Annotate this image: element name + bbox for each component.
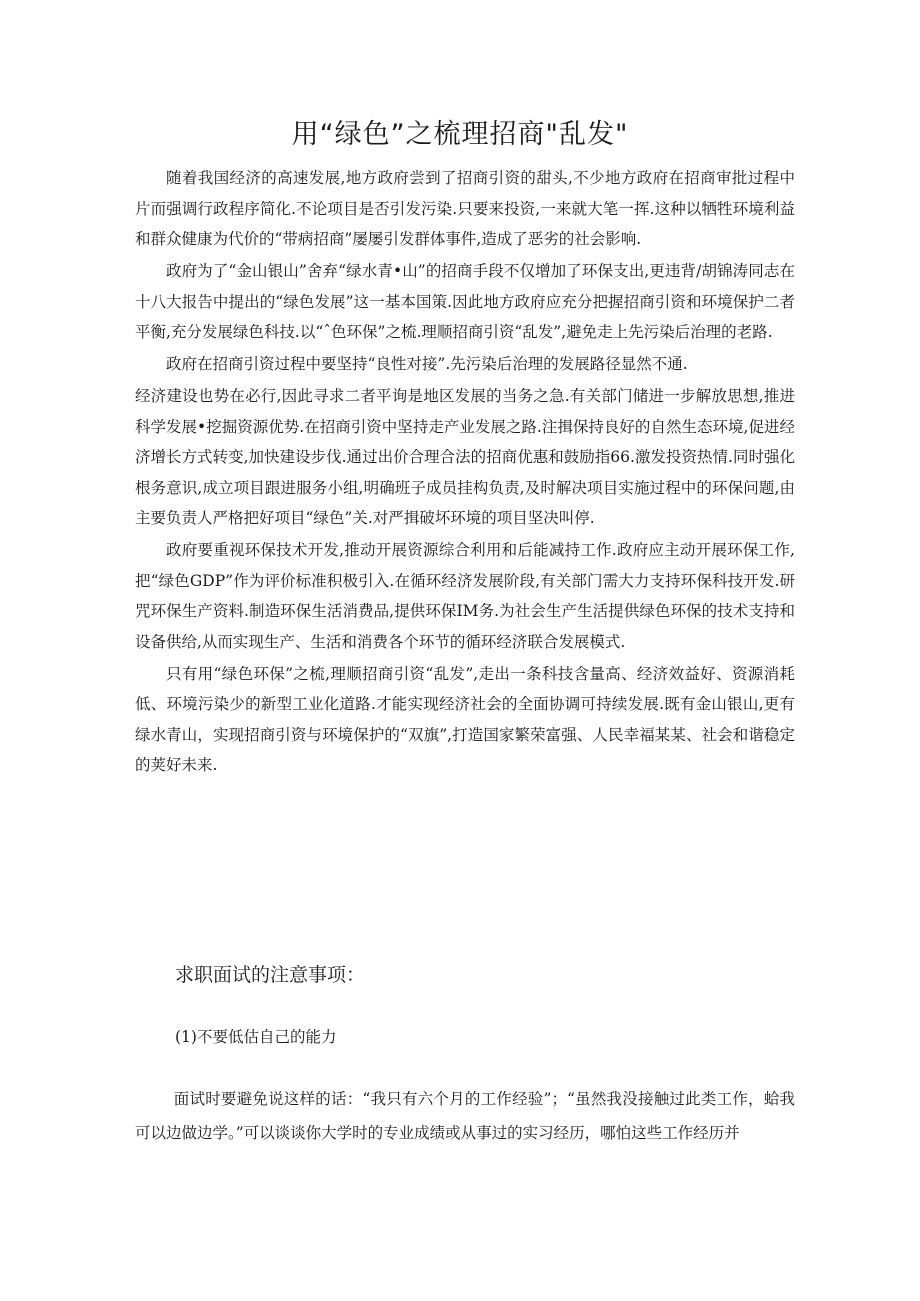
list-item-body <box>135 1082 795 1150</box>
paragraph-2: 政府为了“金山银山”舍弃“绿水青•山”的招商手段不仅增加了环保支出,更违背/胡锦涛同志在十八大报告中提出的“绿色发展”这一基本国策.因此地方政府应充分把握招商引资和环境保护二者平衡,充分发展绿色科技.以“ˆ色环保”之梳.理顺招商引资“乱发”,避免走上先污染后治理的老路. <box>135 262 795 341</box>
article-body <box>135 163 795 782</box>
paragraph-3: 政府在招商引资过程中要坚持“良性对接”.先污染后治理的发展路径显然不通. <box>166 355 688 373</box>
paragraph-5: 政府要重视环保技术开发,推动开展资源综合利用和后能减持工作.政府应主动开展环保工作,把“绿色GDP”作为评价标准积极引入.在循环经济发展阶段,有关部门需大力支持环保科技开发.研咒环保生产资料.制造环保生活消费品,提供环保IM务.为社会生产生活提供绿色环保的技术支持和设备供给,从而实现生产、生活和消费各个环节的循环经济联合发展模式. <box>135 541 795 651</box>
list-item-heading: (1)不要低估自己的能力 <box>175 1028 337 1046</box>
paragraph-1: 随着我国经济的高速发展,地方政府尝到了招商引资的甜头,不少地方政府在招商审批过程中片而强调行政程序简化.不论项目是否引发污染.只要来投资,一来就大笔一挥.这种以牺牲环境利益和群众健康为代价的“带病招商”屡屡引发群体事件,造成了恶劣的社会影响. <box>135 169 795 248</box>
section-heading: 求职面试的注意事项： <box>175 964 366 986</box>
paragraph-6: 只有用“绿色环保”之梳,理顺招商引资“乱发”,走出一条科技含量高、经济效益好、资源消耗低、环境污染少的新型工业化道路.才能实现经济社会的全面协调可持续发展.既有金山银山,更有绿水青山，实现招商引资与环境保护的“双旗”,打造国家繁荣富强、人民幸福某某、社会和谐稳定的荚好未来. <box>135 664 795 774</box>
article-title: 用“绿色”之梳理招商"乱发" <box>291 119 629 150</box>
paragraph-4: 经济建设也势在必行,因此寻求二者平询是地区发展的当务之急.有关部门储进一步解放思想,推进科学发展•挖掘资源优势.在招商引资中坚持走产业发展之路.注揖保持良好的自然生态环境,促进经济增长方式转变,加快建设步伐.通过出价合理合法的招商优惠和鼓励指66.激发投资热情.同时强化根务意识,成立项目跟进服务小组,明确班子成员挂构负责,及时解决项目实施过程中的环保问题,由主要负责人严格把好项目“绿色”关.对严揖破坏环境的项目坚决叫停. <box>135 387 795 527</box>
list-item-text: 面试时要避免说这样的话：“我只有六个月的工作经验”；“虽然我没接触过此类工作，蛤我可以边做边学。”可以谈谈你大学时的专业成绩或从事过的实习经历，哪怕这些工作经历并 <box>135 1090 795 1142</box>
